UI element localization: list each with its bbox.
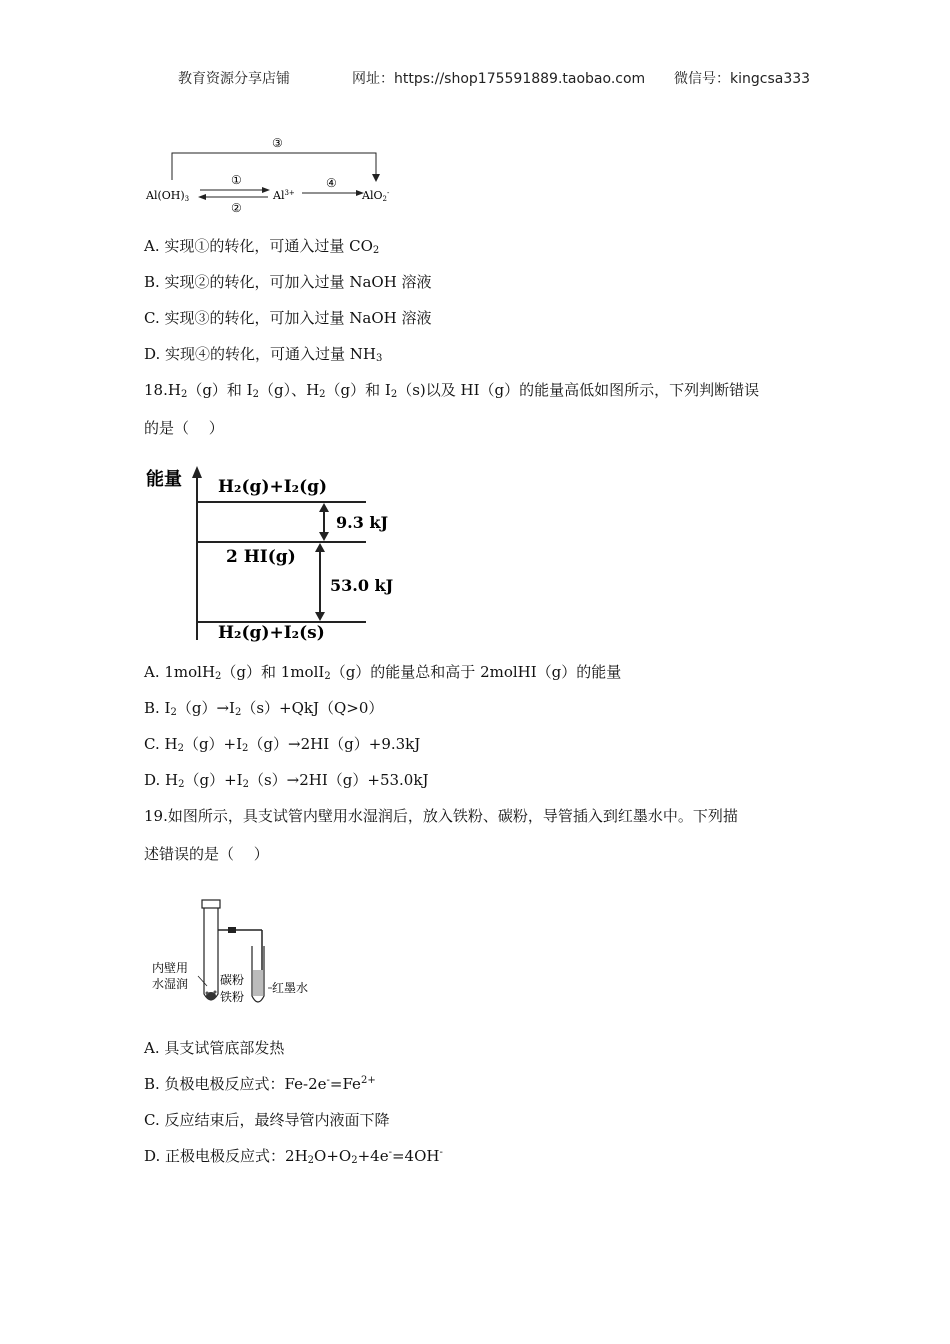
label-ink: 红墨水	[272, 981, 309, 995]
label-carbon: 碳粉	[220, 973, 245, 987]
species-alo2: AlO2-	[362, 189, 390, 203]
aluminium-conversion-diagram	[140, 128, 420, 220]
q18-option-b: B. $I_2(g)\to I_2(s)+QkJ(Q>0)$	[144, 699, 384, 718]
q17-option-b: B. 实现②的转化，可加入过量 NaOH 溶液	[144, 273, 432, 291]
species-al3: $Al^{3+}$	[273, 189, 295, 202]
level-top-label: H₂(g)+I₂(g)	[218, 477, 328, 497]
q17-option-c: C. 实现③的转化，可加入过量 NaOH 溶液	[144, 309, 432, 327]
label-4: ④	[326, 176, 337, 190]
energy-axis-label: 能量	[146, 469, 182, 490]
q18-stem-line2: 的是（ ）	[144, 419, 224, 437]
label-1: ①	[231, 173, 242, 187]
page-header	[0, 68, 950, 92]
label-3: ③	[272, 136, 283, 150]
q18-option-d: D. $H_2(g)+I_2(s)\to 2HI(g)+53.0kJ$	[144, 771, 429, 790]
q19-option-b: B. 负极电极反应式：$Fe-2e^-=Fe^{2+}$	[144, 1075, 376, 1093]
label-wall-2: 水湿润	[152, 977, 189, 991]
q19-stem-line1: 19.如图所示，具支试管内壁用水湿润后，放入铁粉、碳粉，导管插入到红墨水中。下列描	[144, 807, 738, 825]
q19-option-d: D. 正极电极反应式：$2H_2O+O_2+4e^-=4OH^-$	[144, 1147, 443, 1166]
energy-level-diagram	[140, 458, 394, 648]
shop-url: 网址：https://shop175591889.taobao.com	[352, 71, 646, 87]
label-iron: 铁粉	[220, 990, 245, 1004]
q18-option-a: A. 1molH$_2$（g）和 1molI$_2$（g）的能量总和高于 2molHI（g）的能量	[144, 663, 622, 682]
level-bottom-label: H₂(g)+I₂(s)	[218, 623, 325, 643]
apparatus-diagram	[150, 896, 320, 1014]
wechat-id: 微信号：kingcsa333	[674, 71, 811, 87]
level-mid-label: 2 HI(g)	[226, 547, 296, 567]
q17-option-d: D. 实现④的转化，可通入过量 $NH_3$	[144, 345, 383, 364]
q18-option-c: C. $H_2(g)+I_2(g)\to 2HI(g)+9.3kJ$	[144, 735, 421, 754]
q19-stem-line2: 述错误的是（ ）	[144, 845, 269, 863]
species-aloh3: Al(OH)3	[146, 189, 190, 203]
gap-lower-label: 53.0 kJ	[330, 576, 394, 595]
gap-upper-label: 9.3 kJ	[336, 513, 389, 532]
label-wall-1: 内壁用	[152, 961, 189, 975]
q19-option-c: C. 反应结束后，最终导管内液面下降	[144, 1111, 390, 1129]
shop-name: 教育资源分享店铺	[178, 71, 290, 87]
label-2: ②	[231, 201, 242, 215]
q17-option-a: A. 实现①的转化，可通入过量 $CO_2$	[144, 237, 380, 256]
q18-stem-line1: $18.H_2(g)$和 $I_2(g)$、$H_2(g)$和 $I_2(s)$以及 HI（g）的能量高低如图所示，下列判断错误	[144, 381, 760, 400]
q19-option-a: A. 具支试管底部发热	[144, 1039, 285, 1057]
